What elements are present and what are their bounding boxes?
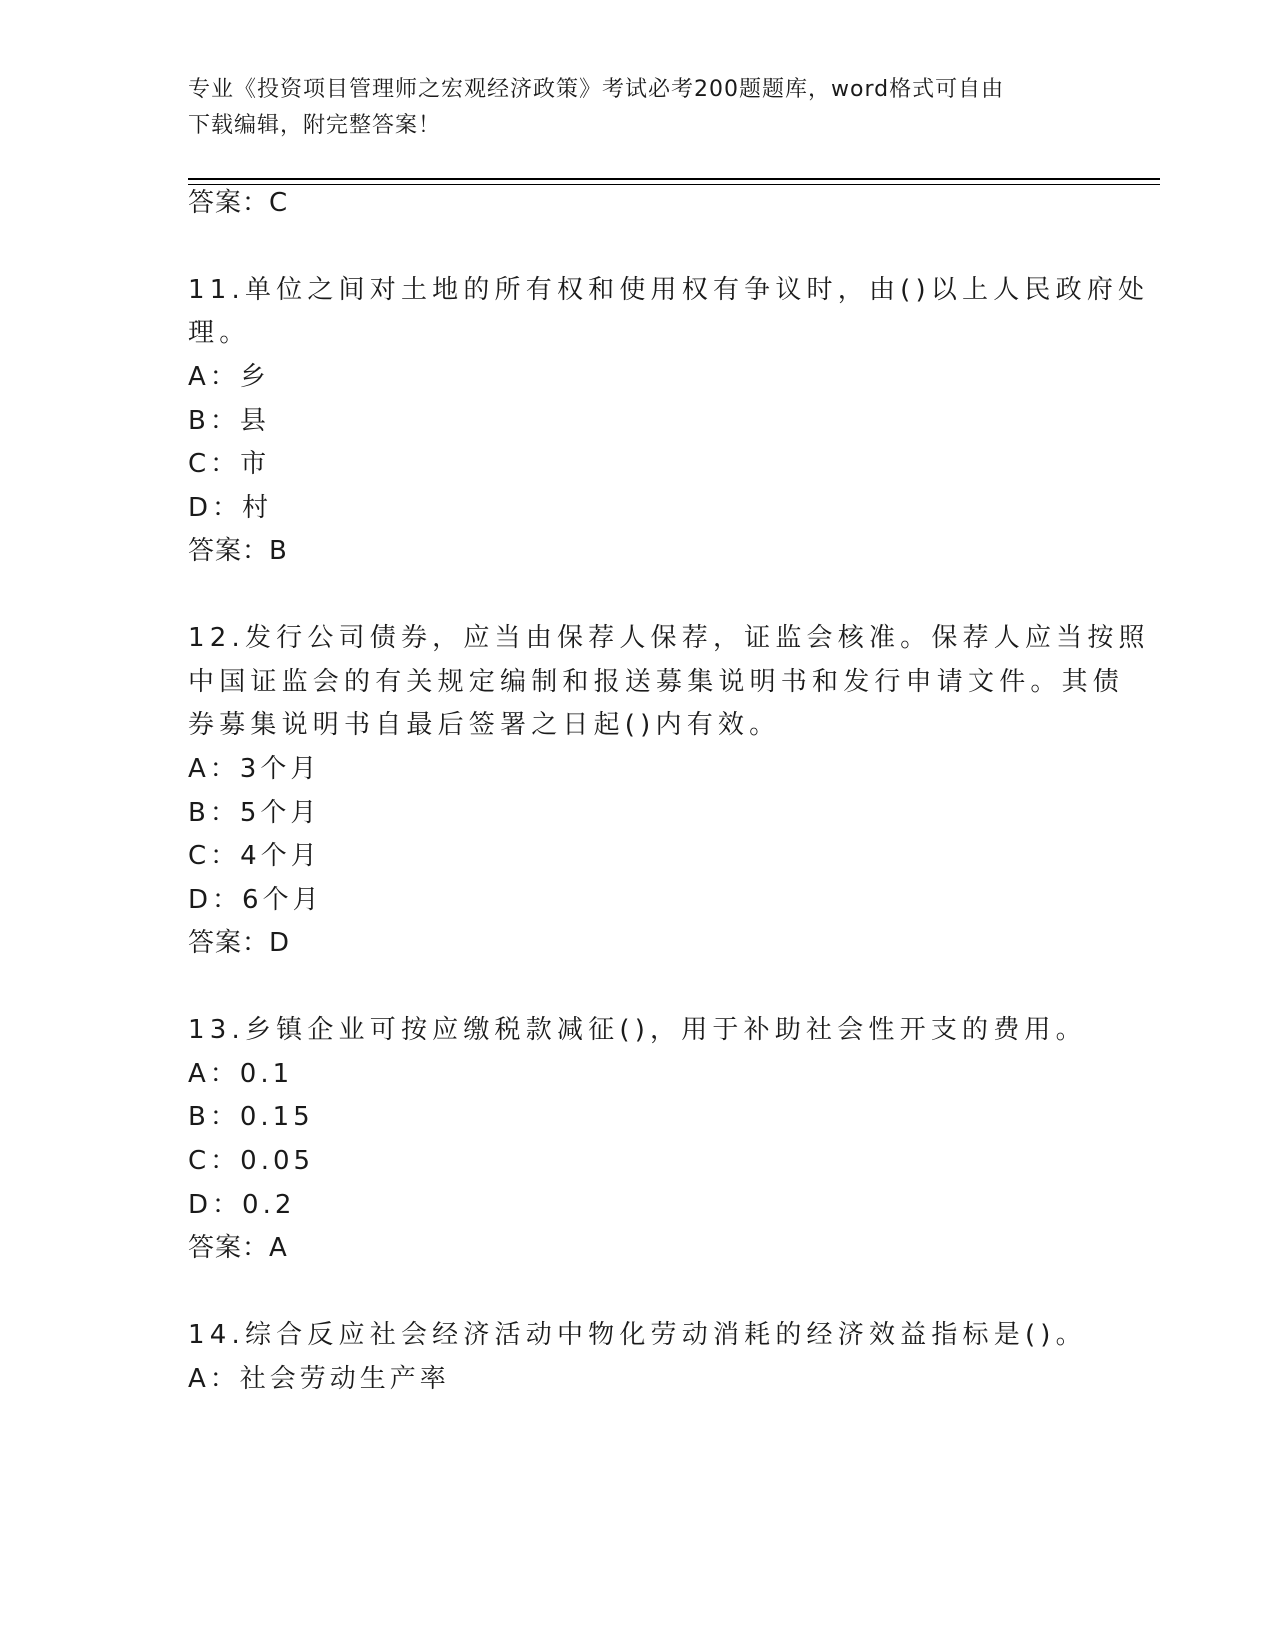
- question-11-option-a: A：乡: [188, 362, 270, 392]
- question-14-option-a: A：社会劳动生产率: [188, 1364, 450, 1394]
- question-11-option-d: D：村: [188, 493, 273, 523]
- question-12-text-line-2: 中国证监会的有关规定编制和报送募集说明书和发行申请文件。其债: [188, 667, 1125, 697]
- question-12-text-line-1: 12.发行公司债券，应当由保荐人保荐，证监会核准。保荐人应当按照: [188, 623, 1150, 653]
- header-line-2: 下载编辑，附完整答案！: [188, 113, 442, 138]
- question-13-option-d: D：0.2: [188, 1190, 296, 1220]
- question-13-text-line-1: 13.乡镇企业可按应缴税款减征()，用于补助社会性开支的费用。: [188, 1015, 1087, 1045]
- header-line-1: 专业《投资项目管理师之宏观经济政策》考试必考200题题库，word格式可自由: [188, 77, 1005, 102]
- question-14-text-line-1: 14.综合反应社会经济活动中物化劳动消耗的经济效益指标是()。: [188, 1320, 1087, 1350]
- question-11-text-line-1: 11.单位之间对土地的所有权和使用权有争议时，由()以上人民政府处: [188, 275, 1150, 305]
- question-12-option-b: B：5个月: [188, 798, 321, 828]
- question-11-option-b: B：县: [188, 406, 270, 436]
- header-divider-thin: [188, 184, 1160, 185]
- question-13-option-a: A：0.1: [188, 1059, 294, 1089]
- previous-answer: 答案：C: [188, 188, 289, 218]
- header-divider-thick: [188, 178, 1160, 180]
- question-12-option-d: D：6个月: [188, 885, 323, 915]
- question-12-option-c: C：4个月: [188, 841, 321, 871]
- question-13-option-b: B：0.15: [188, 1102, 314, 1132]
- question-11-option-c: C：市: [188, 449, 271, 479]
- question-12-answer: 答案：D: [188, 928, 291, 958]
- question-12-text-line-3: 券募集说明书自最后签署之日起()内有效。: [188, 710, 781, 740]
- question-13-answer: 答案：A: [188, 1233, 288, 1263]
- question-11-answer: 答案：B: [188, 536, 288, 566]
- question-11-text-line-2: 理。: [188, 318, 251, 348]
- question-12-option-a: A：3个月: [188, 754, 321, 784]
- document-header: [188, 72, 1088, 144]
- question-13-option-c: C：0.05: [188, 1146, 315, 1176]
